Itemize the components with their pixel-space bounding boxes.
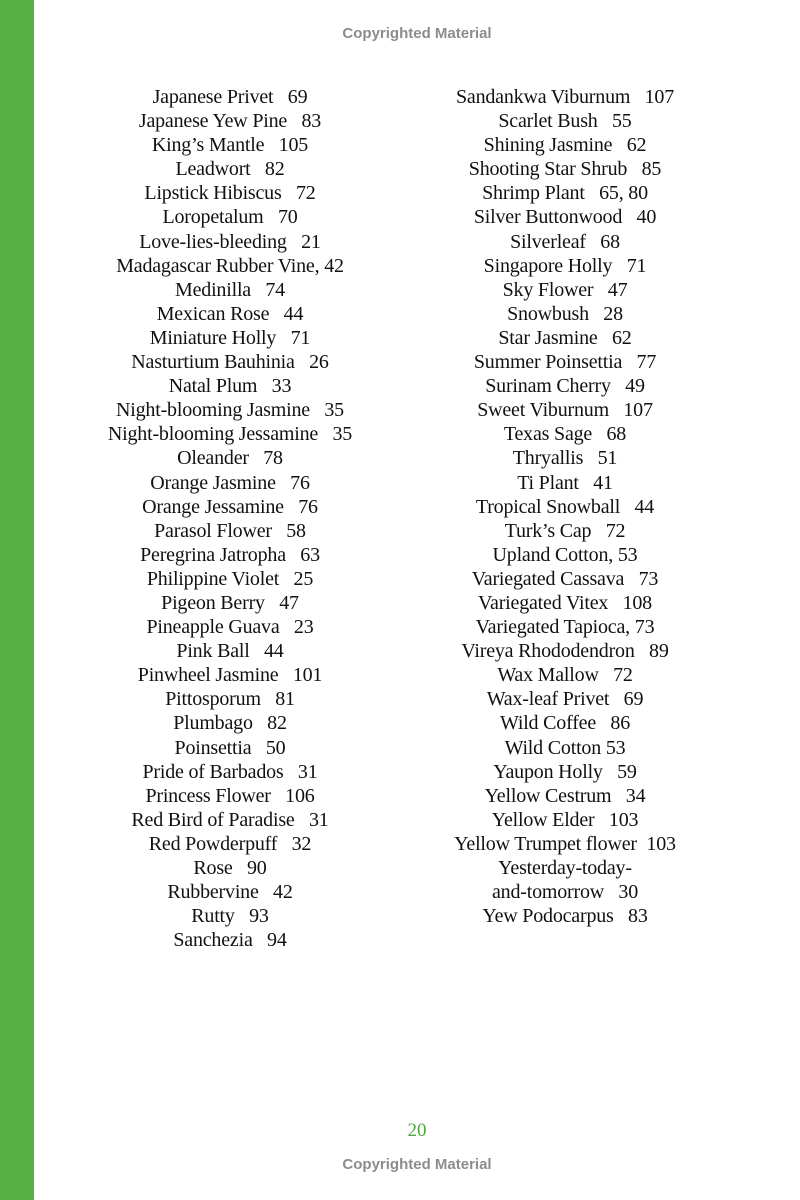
index-entry: Sweet Viburnum 107 bbox=[477, 399, 653, 422]
index-entry: Vireya Rhododendron 89 bbox=[461, 640, 669, 663]
index-entry: Variegated Cassava 73 bbox=[471, 567, 659, 590]
index-entry: Yaupon Holly 59 bbox=[493, 760, 637, 783]
index-entry: King’s Mantle 105 bbox=[151, 134, 309, 157]
index-entry: Orange Jessamine 76 bbox=[142, 495, 318, 518]
index-entry: Sanchezia 94 bbox=[173, 929, 287, 952]
index-entry: Silver Buttonwood 40 bbox=[473, 206, 657, 229]
side-color-bar bbox=[0, 0, 34, 1200]
index-entry: Oleander 78 bbox=[177, 447, 283, 470]
index-entry: Yellow Trumpet flower 103 bbox=[454, 832, 676, 855]
index-entry: Japanese Privet 69 bbox=[152, 86, 308, 108]
index-entry: Tropical Snowball 44 bbox=[475, 495, 655, 518]
index-entry: Philippine Violet 25 bbox=[146, 567, 314, 590]
index-entry: Princess Flower 106 bbox=[145, 784, 315, 807]
index-entry: Leadwort 82 bbox=[175, 158, 285, 181]
index-entry: Shooting Star Shrub 85 bbox=[468, 158, 662, 181]
index-entry: Pride of Barbados 31 bbox=[142, 760, 318, 783]
index-entry: Lipstick Hibiscus 72 bbox=[144, 182, 316, 205]
index-entry: Sandankwa Viburnum 107 bbox=[455, 86, 675, 108]
index-entry: Parasol Flower 58 bbox=[154, 519, 306, 542]
index-entry: Summer Poinsettia 77 bbox=[473, 351, 657, 374]
index-entry: Rose 90 bbox=[193, 857, 267, 879]
index-entry: Variegated Tapioca, 73 bbox=[475, 616, 655, 639]
index-entry: Thryallis 51 bbox=[512, 447, 618, 470]
index-column-right bbox=[405, 85, 725, 928]
index-entry: Night-blooming Jasmine 35 bbox=[116, 399, 344, 422]
index-entry: Wild Coffee 86 bbox=[499, 712, 631, 735]
index-entry: Night-blooming Jessamine 35 bbox=[107, 423, 353, 446]
index-entry: Medinilla 74 bbox=[175, 278, 285, 301]
index-entry: Nasturtium Bauhinia 26 bbox=[131, 351, 329, 374]
index-entry: Wax Mallow 72 bbox=[497, 664, 633, 687]
page-number: 20 bbox=[407, 1120, 427, 1141]
index-entry: Rutty 93 bbox=[191, 905, 269, 928]
copyright-header: Copyrighted Material bbox=[342, 25, 492, 42]
index-entry: Japanese Yew Pine 83 bbox=[138, 110, 322, 133]
index-entry: Madagascar Rubber Vine, 42 bbox=[116, 254, 344, 277]
index-entry: Poinsettia 50 bbox=[174, 736, 286, 759]
index-entry: Pittosporum 81 bbox=[165, 688, 295, 711]
index-entry: Red Bird of Paradise 31 bbox=[131, 808, 329, 831]
index-entry: Yesterday-today- bbox=[498, 857, 632, 879]
index-entry: and-tomorrow 30 bbox=[491, 881, 638, 904]
index-entry: Snowbush 28 bbox=[507, 302, 623, 325]
index-column-left bbox=[70, 85, 390, 952]
index-entry: Pinwheel Jasmine 101 bbox=[137, 664, 323, 687]
index-entry: Ti Plant 41 bbox=[517, 471, 613, 494]
index-entry: Rubbervine 42 bbox=[167, 881, 293, 904]
index-entry: Turk’s Cap 72 bbox=[504, 519, 626, 542]
index-entry: Singapore Holly 71 bbox=[483, 254, 647, 277]
index-entry: Surinam Cherry 49 bbox=[485, 375, 645, 398]
index-entry: Loropetalum 70 bbox=[162, 206, 298, 229]
index-entry: Miniature Holly 71 bbox=[149, 326, 311, 349]
index-entry: Shining Jasmine 62 bbox=[483, 134, 647, 157]
index-entry: Red Powderpuff 32 bbox=[148, 832, 312, 855]
index-entry: Pigeon Berry 47 bbox=[161, 591, 299, 614]
index-entry: Star Jasmine 62 bbox=[498, 326, 632, 349]
index-entry: Love-lies-bleeding 21 bbox=[139, 230, 321, 253]
index-entry: Pineapple Guava 23 bbox=[146, 616, 314, 639]
index-entry: Wax-leaf Privet 69 bbox=[486, 688, 644, 711]
index-entry: Variegated Vitex 108 bbox=[478, 591, 652, 614]
index-entry: Upland Cotton, 53 bbox=[492, 543, 638, 566]
index-entry: Mexican Rose 44 bbox=[156, 302, 304, 325]
index-entry: Plumbago 82 bbox=[173, 712, 287, 735]
index-entry: Pink Ball 44 bbox=[176, 640, 284, 663]
copyright-footer: Copyrighted Material bbox=[342, 1156, 492, 1173]
index-entry: Texas Sage 68 bbox=[503, 423, 627, 446]
index-entry: Scarlet Bush 55 bbox=[498, 110, 632, 133]
index-entry: Wild Cotton 53 bbox=[504, 736, 626, 759]
index-entry: Shrimp Plant 65, 80 bbox=[482, 182, 648, 205]
index-entry: Sky Flower 47 bbox=[502, 278, 628, 301]
index-entry: Peregrina Jatropha 63 bbox=[140, 543, 320, 566]
index-entry: Silverleaf 68 bbox=[510, 230, 620, 253]
index-entry: Yellow Elder 103 bbox=[491, 808, 639, 831]
index-entry: Yellow Cestrum 34 bbox=[484, 784, 646, 807]
index-entry: Orange Jasmine 76 bbox=[150, 471, 310, 494]
index-entry: Natal Plum 33 bbox=[168, 375, 292, 398]
index-entry: Yew Podocarpus 83 bbox=[482, 905, 648, 928]
